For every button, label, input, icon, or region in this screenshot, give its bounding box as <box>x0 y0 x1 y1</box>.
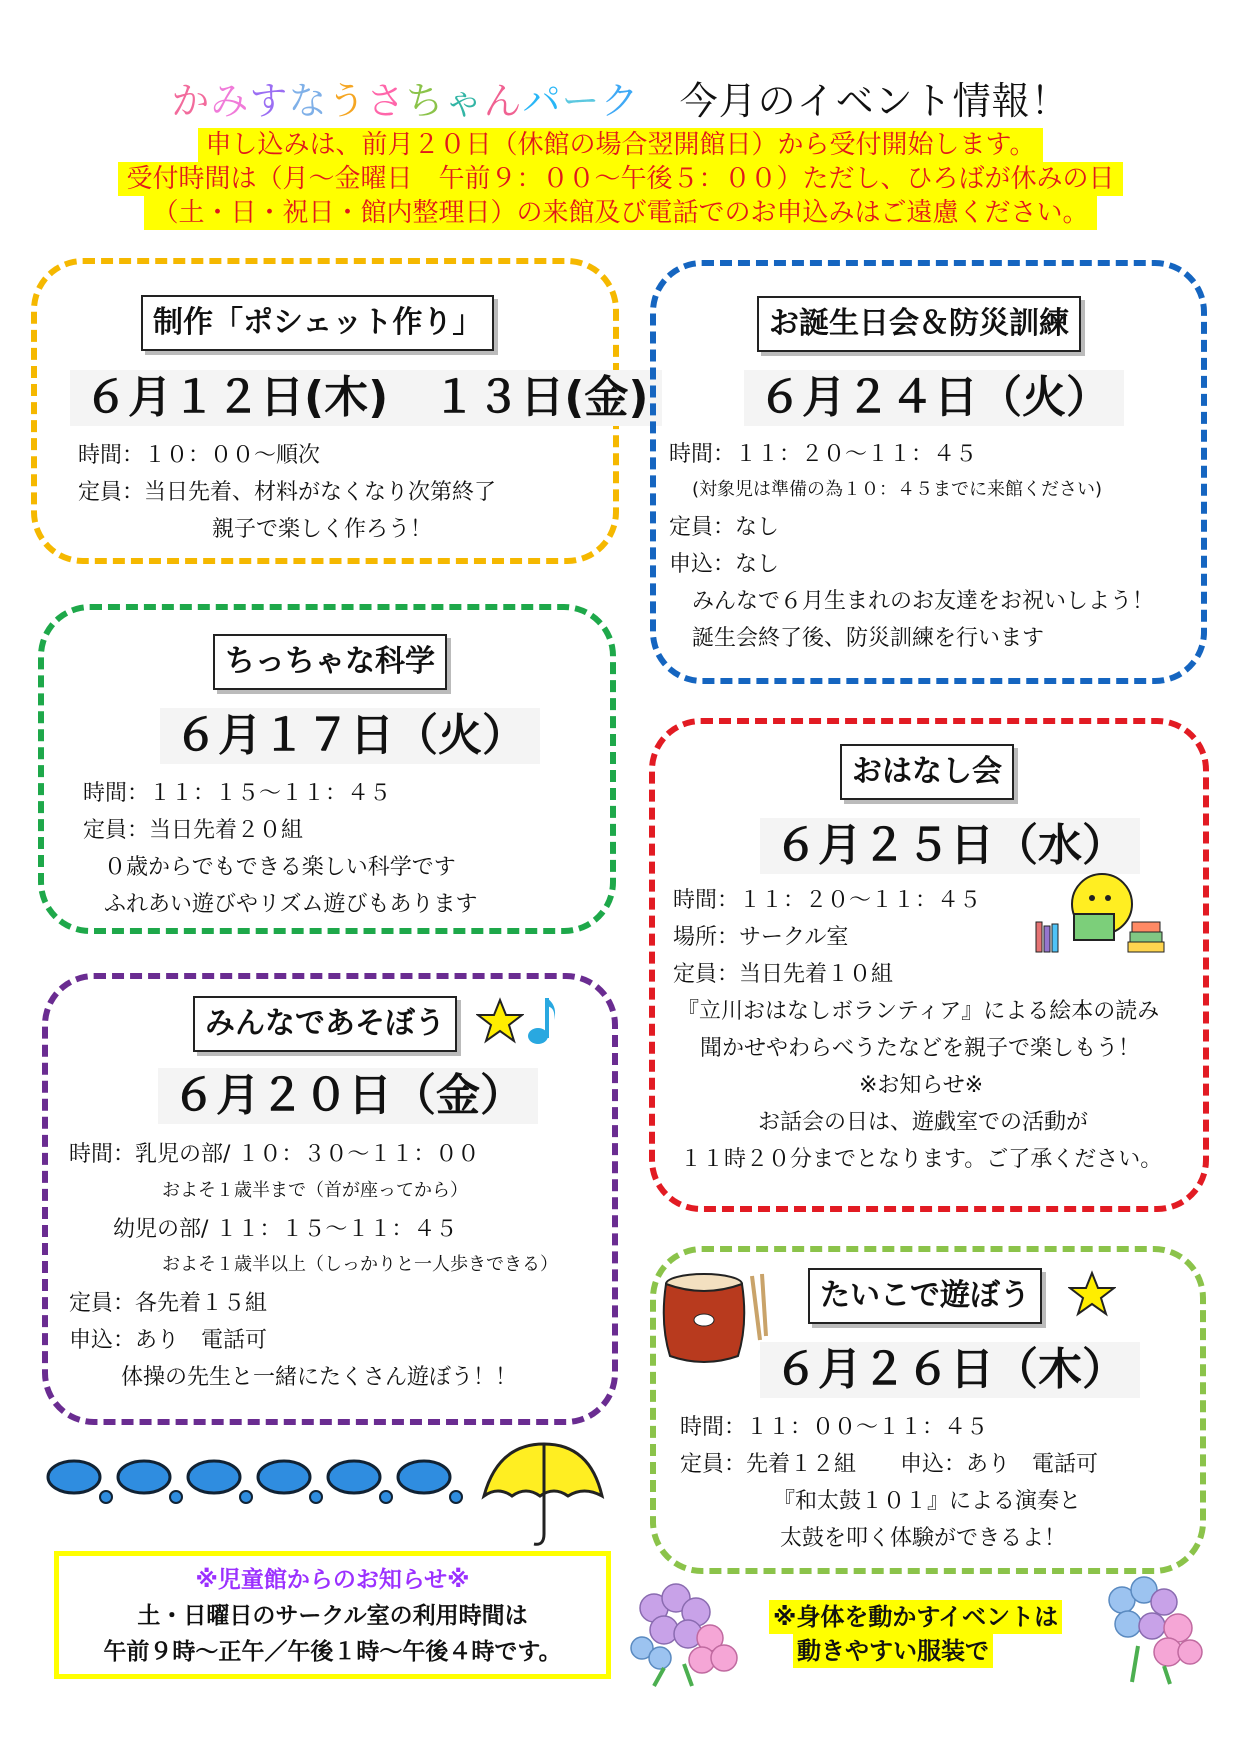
raindrop-icon <box>328 1461 392 1503</box>
reading-chick-icon <box>1032 870 1172 958</box>
event-capacity: 定員：なし <box>669 515 780 540</box>
event-time-note: およそ１歳半まで（首が座ってから） <box>162 1180 468 1201</box>
event-note: 『和太鼓１０１』による演奏と <box>773 1489 1082 1514</box>
raindrop-row <box>44 1455 474 1515</box>
event-capacity: 定員：当日先着１０組 <box>673 962 894 987</box>
music-note-icon <box>526 992 560 1048</box>
event-date: ６月２４日（火） <box>744 370 1124 426</box>
event-date: ６月２０日（金） <box>158 1068 538 1124</box>
event-capacity: 定員：各先着１５組 <box>69 1291 268 1316</box>
park-name-char: す <box>249 79 289 123</box>
event-date: ６月１７日（火） <box>160 708 540 764</box>
event-info-heading: 今月のイベント情報！ <box>679 79 1070 123</box>
event-notice: お話会の日は、遊戯室での活動が <box>758 1110 1089 1135</box>
center-notice <box>54 1551 611 1679</box>
park-name-char: う <box>327 79 367 123</box>
event-apply: 申込：あり 電話可 <box>69 1328 268 1353</box>
park-name-char: パ <box>522 79 562 123</box>
event-note: みんなで６月生まれのお友達をお祝いしよう！ <box>692 589 1155 614</box>
event-time: 時間：１１：１５～１１：４５ <box>83 781 392 806</box>
event-title: たいこで遊ぼう <box>808 1268 1042 1324</box>
park-name <box>171 79 639 123</box>
center-notice-heading: ※児童館からのお知らせ※ <box>195 1567 470 1593</box>
clothes-notice-line: ※身体を動かすイベントは <box>769 1600 1062 1634</box>
event-capacity: 定員：当日先着、材料がなくなり次第終了 <box>78 480 497 505</box>
application-notice <box>0 128 1241 230</box>
event-date: ６月２５日（水） <box>760 818 1140 874</box>
notice-line: 受付時間は（月～金曜日 午前９：００～午後５：００）ただし、ひろばが休みの日 <box>118 162 1122 196</box>
park-name-char: な <box>288 79 328 123</box>
park-name-char: ち <box>405 79 445 123</box>
event-note: 『立川おはなしボランティア』による絵本の読み <box>677 999 1160 1024</box>
event-date: ６月１２日(木) １３日(金) <box>70 370 662 426</box>
event-note: 聞かせやわらべうたなどを親子で楽しもう！ <box>700 1036 1141 1061</box>
event-note: ０歳からでもできる楽しい科学です <box>104 855 456 880</box>
event-title: ちっちゃな科学 <box>213 634 447 690</box>
event-apply: 申込：なし <box>669 552 780 577</box>
raindrop-icon <box>48 1461 112 1503</box>
clothes-notice-line: 動きやすい服装で <box>793 1634 993 1668</box>
hydrangea-icon <box>1098 1566 1208 1686</box>
raindrop-icon <box>188 1461 252 1503</box>
event-title: お誕生日会＆防災訓練 <box>757 296 1081 352</box>
event-time: 時間：乳児の部/ １０：３０～１１：００ <box>69 1142 480 1167</box>
park-name-char: ク <box>600 79 640 123</box>
park-name-char: ん <box>483 79 523 123</box>
star-icon <box>1068 1270 1116 1318</box>
event-time: 時間：１１：２０～１１：４５ <box>669 442 978 467</box>
raindrop-icon <box>258 1461 322 1503</box>
event-note: 体操の先生と一緒にたくさん遊ぼう！！ <box>121 1365 518 1390</box>
raindrop-icon <box>118 1461 182 1503</box>
park-name-char: か <box>171 79 211 123</box>
event-note: ふれあい遊びやリズム遊びもあります <box>104 892 478 917</box>
event-time: 幼児の部/ １１：１５～１１：４５ <box>113 1217 458 1242</box>
center-notice-line: 土・日曜日のサークル室の利用時間は <box>137 1603 528 1629</box>
event-notice: １１時２０分までとなります。ご了承ください。 <box>680 1147 1163 1172</box>
notice-line: 申し込みは、前月２０日（休館の場合翌開館日）から受付開始します。 <box>198 128 1044 162</box>
hydrangea-icon <box>624 1568 744 1688</box>
center-notice-line: 午前９時～正午／午後１時～午後４時です。 <box>103 1639 562 1665</box>
event-time: 時間：１１：００～１１：４５ <box>680 1415 989 1440</box>
event-title: 制作「ポシェット作り」 <box>141 295 494 351</box>
page-title <box>0 78 1241 124</box>
event-capacity: 定員：先着１２組 申込：あり 電話可 <box>680 1452 1099 1477</box>
event-place: 場所：サークル室 <box>673 925 849 950</box>
event-note: 誕生会終了後、防災訓練を行います <box>692 626 1045 651</box>
clothes-notice <box>769 1600 1062 1668</box>
event-time: 時間：１０：００～順次 <box>78 443 321 468</box>
event-note: 太鼓を叩く体験ができるよ！ <box>780 1526 1067 1551</box>
event-note: 親子で楽しく作ろう！ <box>212 517 433 542</box>
notice-line: （土・日・祝日・館内整理日）の来館及び電話でのお申込みはご遠慮ください。 <box>144 196 1096 230</box>
event-title: みんなであそぼう <box>193 996 457 1052</box>
event-time-note: (対象児は準備の為１０：４５までに来館ください) <box>692 479 1103 500</box>
park-name-char: ー <box>561 79 601 123</box>
event-capacity: 定員：当日先着２０組 <box>83 818 304 843</box>
event-time: 時間：１１：２０～１１：４５ <box>673 888 982 913</box>
event-notice-heading: ※お知らせ※ <box>859 1073 984 1098</box>
event-title: おはなし会 <box>840 744 1014 800</box>
park-name-char: み <box>210 79 250 123</box>
drum-icon <box>660 1270 770 1370</box>
event-date: ６月２６日（木） <box>760 1342 1140 1398</box>
star-icon <box>476 997 524 1045</box>
raindrop-icon <box>398 1461 462 1503</box>
park-name-char: ゃ <box>444 79 484 123</box>
umbrella-icon <box>478 1440 608 1550</box>
park-name-char: さ <box>366 79 406 123</box>
event-time-note: およそ１歳半以上（しっかりと一人歩きできる） <box>162 1254 558 1275</box>
